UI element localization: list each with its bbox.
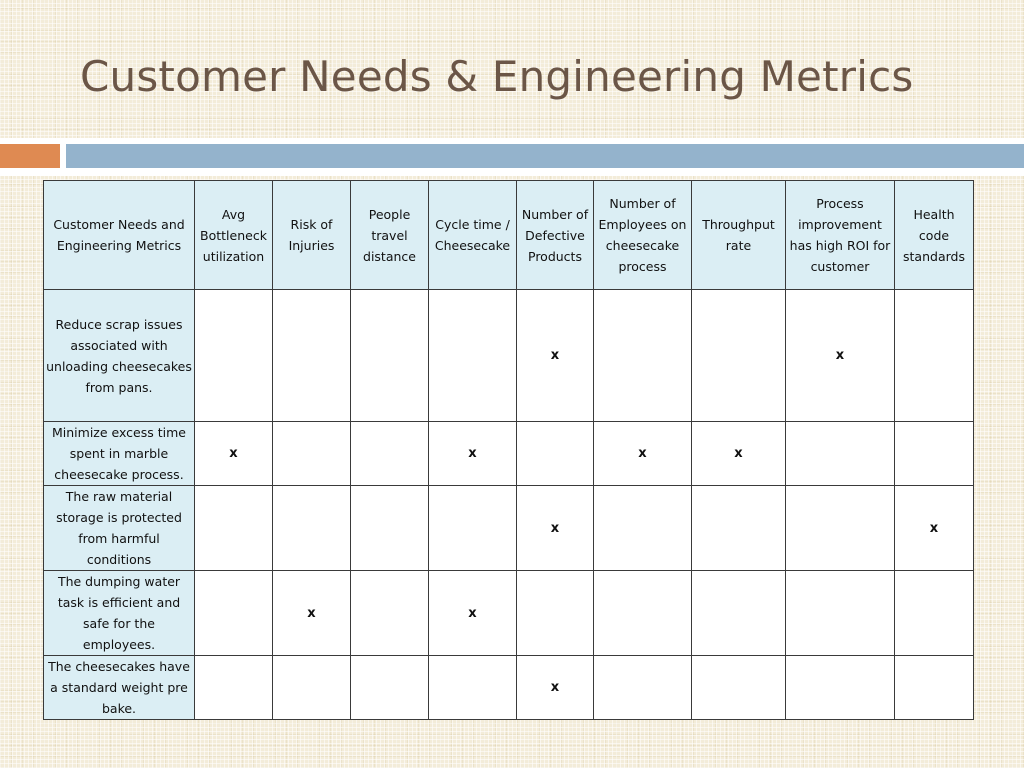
table-row	[44, 656, 974, 720]
customer-need-cell: The cheesecakes have a standard weight pre bake.	[44, 656, 195, 720]
table-row	[44, 486, 974, 571]
matrix-cell	[273, 486, 351, 571]
metric-header: Health code standards	[895, 181, 974, 290]
matrix-cell	[517, 422, 594, 486]
slide-title: Customer Needs & Engineering Metrics	[80, 52, 914, 101]
matrix-cell	[195, 290, 273, 422]
customer-need-cell: Minimize excess time spent in marble cheesecake process.	[44, 422, 195, 486]
matrix-cell	[195, 486, 273, 571]
accent-blue-bar	[66, 144, 1024, 168]
metric-header: Process improvement has high ROI for customer	[786, 181, 895, 290]
accent-orange-bar	[0, 144, 60, 168]
table-row	[44, 422, 974, 486]
matrix-cell: x	[429, 571, 517, 656]
matrix-cell	[351, 571, 429, 656]
matrix-cell	[195, 656, 273, 720]
matrix-cell	[517, 571, 594, 656]
metric-header: Number of Defective Products	[517, 181, 594, 290]
matrix-cell	[351, 656, 429, 720]
matrix-cell	[895, 656, 974, 720]
matrix-cell: x	[517, 486, 594, 571]
matrix-cell: x	[429, 422, 517, 486]
metric-header: People travel distance	[351, 181, 429, 290]
metric-header: Number of Employees on cheesecake process	[594, 181, 692, 290]
matrix-cell	[351, 422, 429, 486]
matrix-cell	[273, 656, 351, 720]
matrix-cell	[351, 290, 429, 422]
matrix-cell	[895, 422, 974, 486]
matrix-cell	[273, 422, 351, 486]
matrix-cell: x	[786, 290, 895, 422]
metric-header: Risk of Injuries	[273, 181, 351, 290]
matrix-cell	[692, 290, 786, 422]
matrix-cell: x	[273, 571, 351, 656]
matrix-cell: x	[517, 656, 594, 720]
matrix-cell	[692, 656, 786, 720]
matrix-cell	[786, 486, 895, 571]
customer-need-cell: The raw material storage is protected from harmful conditions	[44, 486, 195, 571]
matrix-cell	[692, 486, 786, 571]
header-row	[44, 181, 974, 290]
matrix-cell	[195, 571, 273, 656]
matrix-cell	[429, 486, 517, 571]
metric-header: Cycle time / Cheesecake	[429, 181, 517, 290]
needs-metrics-table	[43, 180, 974, 720]
matrix-cell	[895, 290, 974, 422]
customer-need-cell: Reduce scrap issues associated with unloading cheesecakes from pans.	[44, 290, 195, 422]
matrix-cell	[895, 571, 974, 656]
matrix-cell	[429, 290, 517, 422]
matrix-cell	[594, 486, 692, 571]
table-row	[44, 290, 974, 422]
matrix-cell: x	[692, 422, 786, 486]
customer-need-cell: The dumping water task is efficient and safe for the employees.	[44, 571, 195, 656]
matrix-cell: x	[517, 290, 594, 422]
matrix-cell	[351, 486, 429, 571]
matrix-cell	[273, 290, 351, 422]
matrix-cell	[429, 656, 517, 720]
matrix-cell: x	[895, 486, 974, 571]
corner-header: Customer Needs and Engineering Metrics	[44, 181, 195, 290]
matrix-cell	[786, 571, 895, 656]
metric-header: Avg Bottleneck utilization	[195, 181, 273, 290]
matrix-cell: x	[594, 422, 692, 486]
matrix-cell	[594, 656, 692, 720]
matrix-cell	[786, 656, 895, 720]
metric-header: Throughput rate	[692, 181, 786, 290]
matrix-cell	[594, 571, 692, 656]
matrix-cell: x	[195, 422, 273, 486]
table-row	[44, 571, 974, 656]
matrix-cell	[786, 422, 895, 486]
matrix-cell	[692, 571, 786, 656]
matrix-cell	[594, 290, 692, 422]
